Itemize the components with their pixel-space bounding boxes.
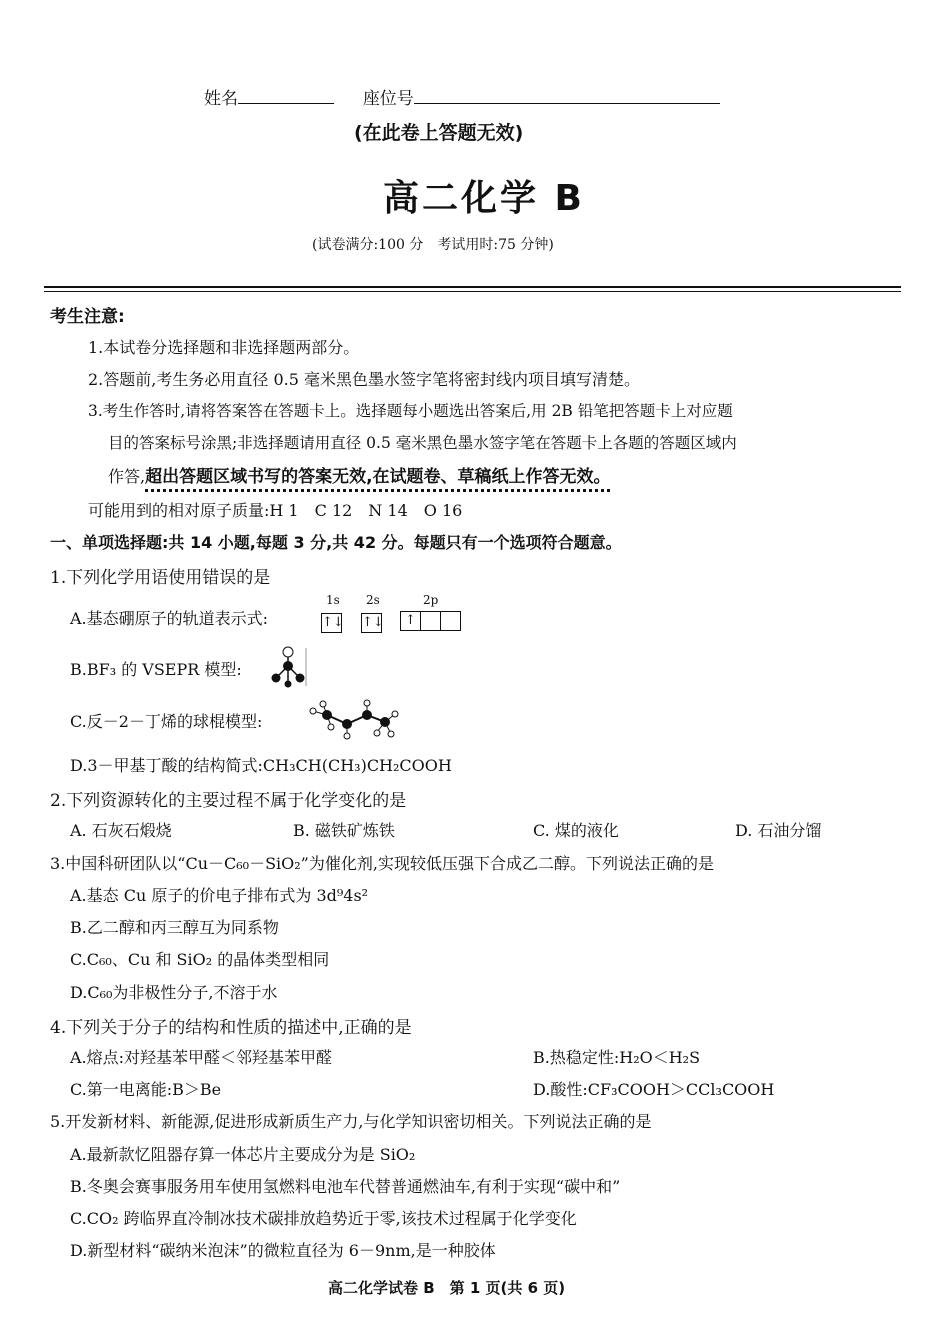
q5-option-a: A.最新款忆阻器存算一体芯片主要成分为是 SiO₂ [70, 1145, 416, 1164]
q5-option-b: B.冬奥会赛事服务用车使用氢燃料电池车代替普通燃油车,有利于实现“碳中和” [70, 1177, 621, 1196]
section-heading: 一、单项选择题:共 14 小题,每题 3 分,共 42 分。每题只有一个选项符合题意。 [50, 533, 622, 552]
q1-option-c: C.反－2－丁烯的球棍模型: [70, 712, 263, 731]
q3-stem: 3.中国科研团队以“Cu－C₆₀－SiO₂”为催化剂,实现较低压强下合成乙二醇。下列说法正确的是 [50, 854, 714, 873]
instruction-3-line3-pre: 作答, [108, 467, 146, 486]
q4-option-a: A.熔点:对羟基苯甲醛＜邻羟基苯甲醛 [70, 1048, 333, 1067]
name-blank [238, 89, 334, 104]
q2-option-a: A. 石灰石煅烧 [70, 821, 172, 840]
q5-option-c: C.CO₂ 跨临界直冷制冰技术碳排放趋势近于零,该技术过程属于化学变化 [70, 1209, 577, 1228]
q4-option-c: C.第一电离能:B＞Be [70, 1080, 222, 1099]
q4-option-d: D.酸性:CF₃COOH＞CCl₃COOH [533, 1080, 775, 1099]
atomic-masses: 可能用到的相对原子质量:H 1 C 12 N 14 O 16 [88, 501, 463, 520]
orbital-cell: ↑ [400, 611, 421, 631]
orbital-cell [440, 611, 461, 631]
orbital-box-2p [400, 611, 461, 631]
orbital-box-2s [361, 611, 382, 633]
seat-label: 座位号 [362, 89, 414, 109]
orbital-cell: ↑↓ [321, 613, 342, 633]
orbital-box-1s [321, 611, 342, 633]
divider-top [44, 286, 901, 288]
notice: (在此卷上答题无效) [354, 122, 524, 144]
instruction-emphasis: 超出答题区域书写的答案无效,在试题卷、草稿纸上作答无效。 [145, 467, 611, 487]
orbital-label-2s: 2s [366, 593, 380, 607]
instructions-heading: 考生注意: [50, 307, 125, 327]
instruction-3-line1: 3.考生作答时,请将答案答在答题卡上。选择题每小题选出答案后,用 2B 铅笔把答题卡上对应题 [88, 402, 733, 420]
q2-stem: 2.下列资源转化的主要过程不属于化学变化的是 [50, 791, 407, 811]
instruction-3-line2: 目的答案标号涂黑;非选择题请用直径 0.5 毫米黑色墨水签字笔在答题卡上各题的答题区域内 [108, 434, 737, 452]
q3-option-a: A.基态 Cu 原子的价电子排布式为 3d⁹4s² [70, 886, 369, 905]
q3-option-b: B.乙二醇和丙三醇互为同系物 [70, 918, 279, 937]
page-subtitle: (试卷满分:100 分 考试用时:75 分钟) [312, 237, 554, 253]
q1-option-d: D.3－甲基丁酸的结构简式:CH₃CH(CH₃)CH₂COOH [70, 756, 452, 775]
orbital-cell [420, 611, 441, 631]
q4-option-b: B.热稳定性:H₂O＜H₂S [533, 1048, 701, 1067]
page-footer: 高二化学试卷 B 第 1 页(共 6 页) [328, 1279, 566, 1297]
divider-top-thin [44, 291, 901, 292]
orbital-label-1s: 1s [326, 593, 340, 607]
q5-stem: 5.开发新材料、新能源,促进形成新质生产力,与化学知识密切相关。下列说法正确的是 [50, 1112, 652, 1131]
instruction-2: 2.答题前,考生务必用直径 0.5 毫米黑色墨水签字笔将密封线内项目填写清楚。 [88, 370, 640, 389]
orbital-cell: ↑↓ [361, 613, 382, 633]
q2-option-d: D. 石油分馏 [735, 821, 822, 840]
instruction-1: 1.本试卷分选择题和非选择题两部分。 [88, 338, 360, 357]
q1-option-a: A.基态硼原子的轨道表示式: [70, 609, 269, 628]
name-field [204, 84, 720, 109]
bf3-vsepr-model-image [268, 646, 308, 688]
trans-2-butene-ball-stick-image [305, 698, 400, 740]
name-label: 姓名 [204, 89, 238, 109]
q3-option-c: C.C₆₀、Cu 和 SiO₂ 的晶体类型相同 [70, 950, 330, 969]
page-title: 高二化学 B [383, 178, 585, 219]
q2-option-c: C. 煤的液化 [533, 821, 619, 840]
seat-blank [414, 89, 720, 104]
q2-option-b: B. 磁铁矿炼铁 [293, 821, 395, 840]
q4-stem: 4.下列关于分子的结构和性质的描述中,正确的是 [50, 1018, 412, 1038]
q3-option-d: D.C₆₀为非极性分子,不溶于水 [70, 983, 278, 1002]
orbital-label-2p: 2p [423, 593, 439, 607]
q1-stem: 1.下列化学用语使用错误的是 [50, 568, 271, 588]
q1-option-b: B.BF₃ 的 VSEPR 模型: [70, 660, 242, 679]
instruction-3-line3 [108, 462, 611, 487]
q5-option-d: D.新型材料“碳纳米泡沫”的微粒直径为 6－9nm,是一种胶体 [70, 1241, 496, 1260]
